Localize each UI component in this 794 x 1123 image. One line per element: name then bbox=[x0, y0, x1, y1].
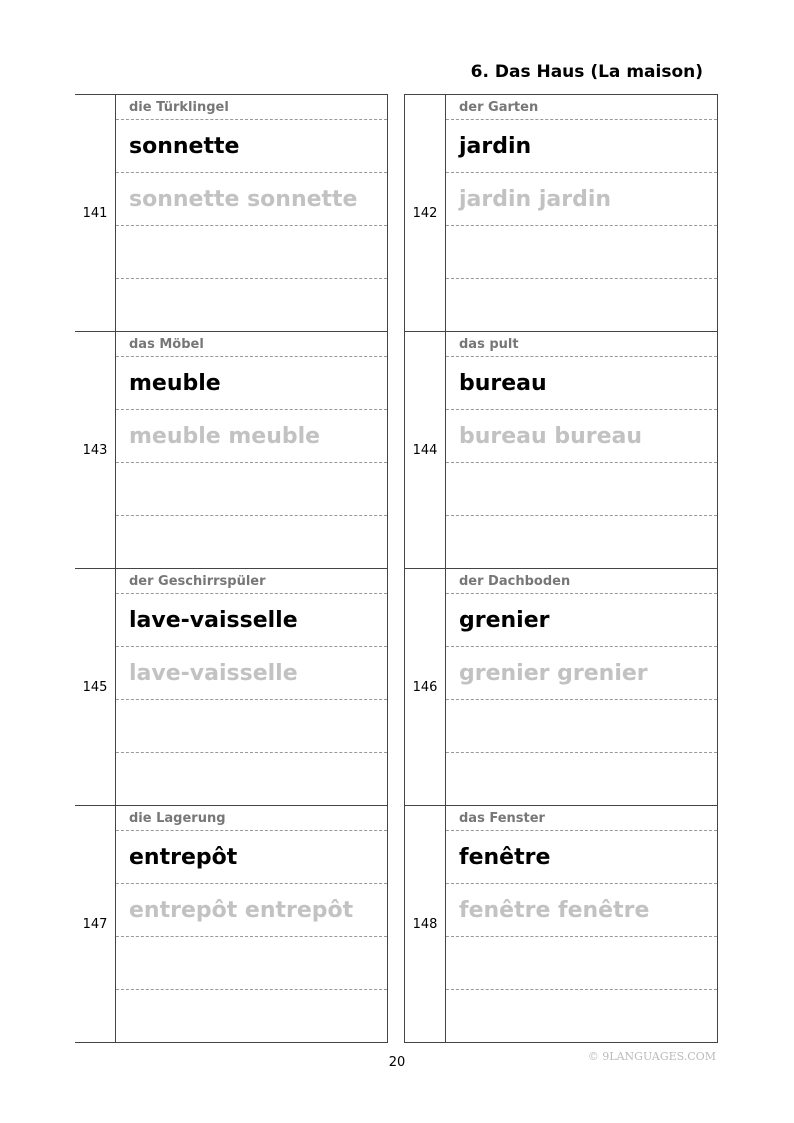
writing-line[interactable] bbox=[116, 753, 387, 806]
writing-line[interactable] bbox=[116, 279, 387, 332]
entry-number-cell bbox=[405, 569, 446, 805]
entry-number: 142 bbox=[412, 206, 438, 221]
writing-line[interactable] bbox=[446, 279, 717, 332]
trace-word: fenêtre fenêtre bbox=[459, 898, 650, 923]
vocab-entry bbox=[75, 332, 387, 569]
entry-number-cell bbox=[75, 95, 116, 331]
french-word: lave-vaisselle bbox=[129, 608, 298, 633]
trace-word: entrepôt entrepôt bbox=[129, 898, 354, 923]
entry-number: 143 bbox=[82, 443, 108, 458]
entry-number-cell bbox=[75, 332, 116, 568]
german-label: der Dachboden bbox=[446, 569, 717, 594]
entry-number: 145 bbox=[82, 680, 108, 695]
german-label: das pult bbox=[446, 332, 717, 357]
writing-line[interactable] bbox=[116, 226, 387, 279]
entry-number: 141 bbox=[82, 206, 108, 221]
writing-line[interactable] bbox=[446, 516, 717, 569]
vocab-entry bbox=[405, 569, 717, 806]
trace-word: grenier grenier bbox=[459, 661, 648, 686]
trace-word: meuble meuble bbox=[129, 424, 321, 449]
writing-line[interactable] bbox=[446, 990, 717, 1043]
entry-number: 148 bbox=[412, 917, 438, 932]
entry-number: 144 bbox=[412, 443, 438, 458]
french-word: bureau bbox=[459, 371, 547, 396]
page-number: 20 bbox=[388, 1055, 406, 1070]
german-label: die Lagerung bbox=[116, 806, 387, 831]
vocab-entry bbox=[75, 569, 387, 806]
german-label: das Fenster bbox=[446, 806, 717, 831]
trace-word: sonnette sonnette bbox=[129, 187, 358, 212]
writing-line[interactable] bbox=[116, 463, 387, 516]
writing-line[interactable] bbox=[446, 937, 717, 990]
german-label: der Garten bbox=[446, 95, 717, 120]
entry-number-cell bbox=[75, 806, 116, 1042]
entry-number-cell bbox=[405, 332, 446, 568]
page-title: 6. Das Haus (La maison) bbox=[470, 62, 703, 82]
trace-word: jardin jardin bbox=[459, 187, 612, 212]
writing-line[interactable] bbox=[446, 753, 717, 806]
copyright-notice: © 9LANGUAGES.COM bbox=[587, 1050, 716, 1063]
writing-line[interactable] bbox=[116, 700, 387, 753]
entry-number: 146 bbox=[412, 680, 438, 695]
french-word: grenier bbox=[459, 608, 550, 633]
vocab-entry bbox=[405, 332, 717, 569]
writing-line[interactable] bbox=[116, 516, 387, 569]
right-column bbox=[404, 94, 718, 1043]
french-word: fenêtre bbox=[459, 845, 551, 870]
writing-line[interactable] bbox=[446, 463, 717, 516]
vocab-entry bbox=[405, 806, 717, 1043]
writing-line[interactable] bbox=[116, 937, 387, 990]
writing-line[interactable] bbox=[116, 990, 387, 1043]
entry-number-cell bbox=[405, 806, 446, 1042]
german-label: das Möbel bbox=[116, 332, 387, 357]
french-word: jardin bbox=[459, 134, 532, 159]
writing-line[interactable] bbox=[446, 226, 717, 279]
german-label: die Türklingel bbox=[116, 95, 387, 120]
entry-number: 147 bbox=[82, 917, 108, 932]
french-word: sonnette bbox=[129, 134, 240, 159]
vocab-entry bbox=[75, 95, 387, 332]
french-word: meuble bbox=[129, 371, 221, 396]
vocab-entry bbox=[405, 95, 717, 332]
writing-line[interactable] bbox=[446, 700, 717, 753]
trace-word: bureau bureau bbox=[459, 424, 643, 449]
trace-word: lave-vaisselle bbox=[129, 661, 298, 686]
german-label: der Geschirrspüler bbox=[116, 569, 387, 594]
entry-number-cell bbox=[405, 95, 446, 331]
french-word: entrepôt bbox=[129, 845, 238, 870]
vocab-entry bbox=[75, 806, 387, 1043]
entry-number-cell bbox=[75, 569, 116, 805]
left-column bbox=[75, 94, 388, 1043]
